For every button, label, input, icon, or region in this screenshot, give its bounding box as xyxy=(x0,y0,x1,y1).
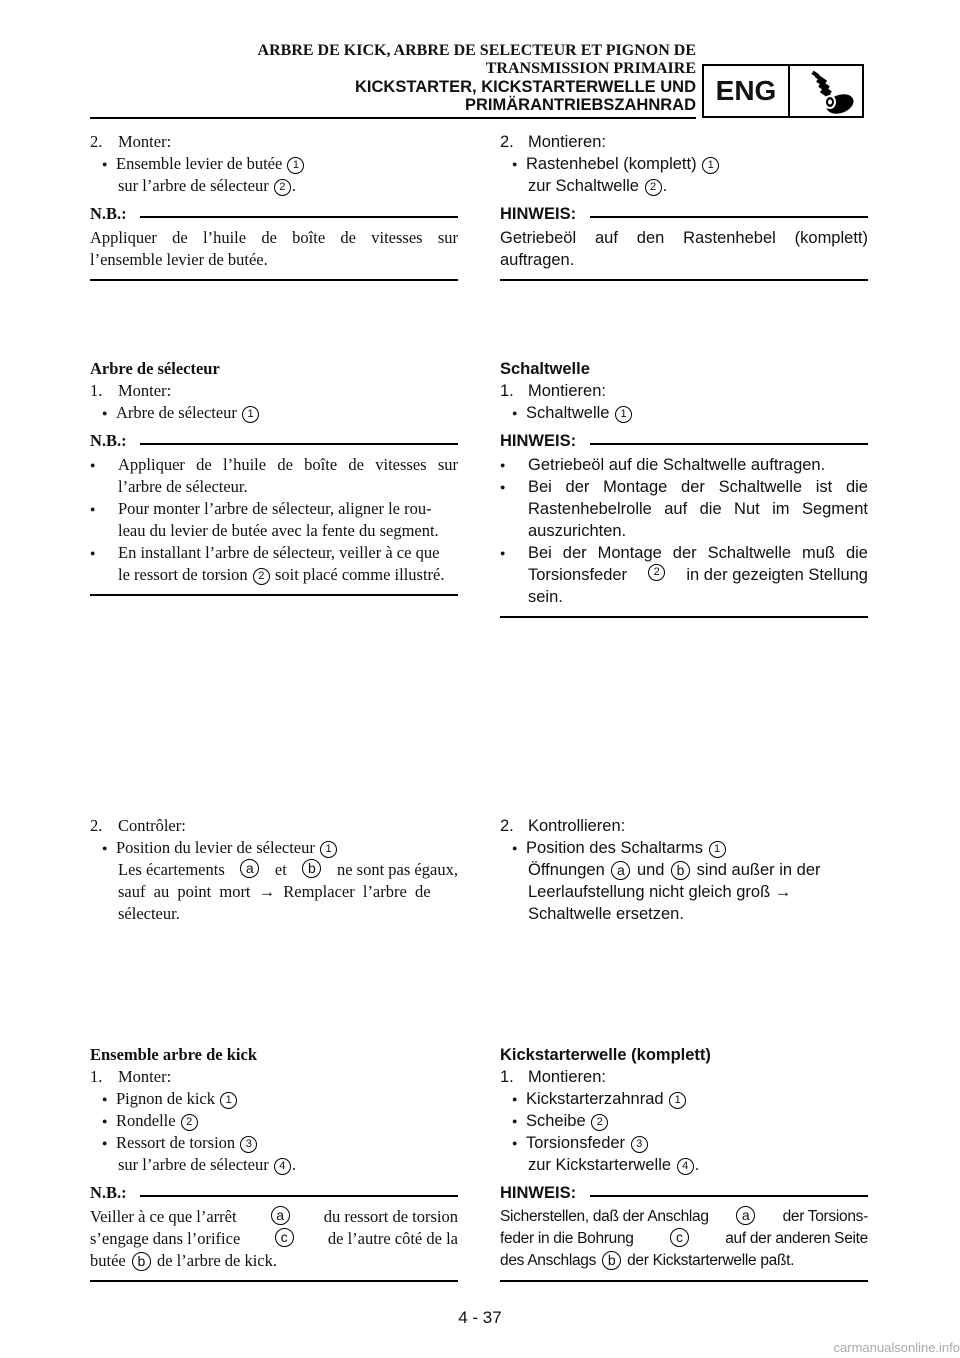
callout-4: 4 xyxy=(677,1158,694,1175)
callout-1: 1 xyxy=(287,157,304,174)
de-step-heading: 2. Montieren: xyxy=(500,133,606,151)
de-hinweis-heading: HINWEIS: xyxy=(500,1182,868,1206)
header-title-de-line1: KICKSTARTER, KICKSTARTERWELLE UND xyxy=(355,78,696,96)
fr-list-detail: sur l’arbre de sélecteur 2 . xyxy=(118,176,296,195)
fr-note-end-rule xyxy=(90,1280,458,1282)
callout-b: b xyxy=(132,1252,151,1271)
fr-section-stopper-lever xyxy=(90,131,458,281)
fr-section-kick-shaft xyxy=(90,1044,458,1282)
callout-c: c xyxy=(670,1228,689,1247)
callout-a: a xyxy=(611,861,630,880)
de-hinweis-heading: HINWEIS: xyxy=(500,203,868,227)
callout-1: 1 xyxy=(615,406,632,423)
callout-b: b xyxy=(602,1251,621,1270)
fr-nb-heading: N.B.: xyxy=(90,430,458,454)
de-list-item: ● Schaltwelle 1 xyxy=(500,402,868,424)
de-section-title: Kickstarterwelle (komplett) xyxy=(500,1046,711,1064)
fr-section-check-shift-lever xyxy=(90,815,458,925)
header-rule xyxy=(90,117,696,119)
de-list-detail: zur Schaltwelle 2 . xyxy=(528,177,668,195)
fr-note-end-rule xyxy=(90,279,458,281)
de-step-heading: 1. Montieren: xyxy=(500,1068,606,1086)
fr-section-title: Ensemble arbre de kick xyxy=(90,1045,257,1064)
section-badge-label: ENG xyxy=(704,66,790,116)
callout-2: 2 xyxy=(591,1114,608,1131)
fr-note-text: butée b de l’arbre de kick. xyxy=(90,1251,278,1270)
watermark: carmanualsonline.info xyxy=(833,1340,960,1355)
callout-c: c xyxy=(275,1228,294,1247)
fr-step-heading: 2. Contrôler: xyxy=(90,816,186,835)
callout-a: a xyxy=(271,1206,290,1225)
de-step-heading: 1. Montieren: xyxy=(500,382,606,400)
de-check-text: Schaltwelle ersetzen. xyxy=(528,905,684,923)
callout-b: b xyxy=(302,859,321,878)
de-check-text: Leerlaufstellung nicht gleich groß → xyxy=(528,883,792,901)
de-list-item: ● Kickstarterzahnrad 1 xyxy=(500,1088,868,1110)
fr-nb-heading: N.B.: xyxy=(90,203,458,227)
fr-note-text: Veiller à ce que l’arrêt a du ressort de torsion xyxy=(90,1207,458,1226)
fr-note-bullet: ● Pour monter l’arbre de sélecteur, aligner le rou- leau du levier de butée avec la fente du segment. xyxy=(90,498,458,542)
fr-list-item: ● Pignon de kick 1 xyxy=(90,1088,458,1110)
callout-a: a xyxy=(736,1206,755,1225)
section-badge xyxy=(702,64,864,118)
de-section-check-shift-arm xyxy=(500,815,868,925)
de-note-text: des Anschlags b der Kickstarterwelle paßt. xyxy=(500,1252,795,1269)
callout-1: 1 xyxy=(702,157,719,174)
de-note-text: Getriebeöl auf den Rastenhebel (komplett) xyxy=(500,229,868,247)
de-section-shift-shaft xyxy=(500,358,868,618)
header-title-fr-line2: TRANSMISSION PRIMAIRE xyxy=(485,60,696,77)
de-section-title: Schaltwelle xyxy=(500,360,590,378)
fr-list-item: ● Arbre de sélecteur 1 xyxy=(90,402,458,424)
de-list-item: ● Position des Schaltarms 1 xyxy=(500,837,868,859)
fr-note-text: l’ensemble levier de butée. xyxy=(90,250,268,269)
de-note-bullet: ● Bei der Montage der Schaltwelle ist die Rastenhebelrolle auf die Nut im Segment auszurichten. xyxy=(500,476,868,542)
callout-2: 2 xyxy=(253,568,270,585)
fr-note-text: s’engage dans l’orifice c de l’autre côté de la xyxy=(90,1229,458,1248)
fr-check-text: sauf au point mort → Remplacer l’arbre de xyxy=(118,882,431,901)
de-note-end-rule xyxy=(500,1280,868,1282)
de-list-item: ● Torsionsfeder 3 xyxy=(500,1132,868,1154)
fr-step-heading: 1. Monter: xyxy=(90,1067,172,1086)
callout-2: 2 xyxy=(645,179,662,196)
fr-check-text: Les écartements a et b ne sont pas égaux, xyxy=(118,860,458,879)
header-title-fr-line1: ARBRE DE KICK, ARBRE DE SELECTEUR ET PIGNON DE xyxy=(257,42,696,59)
fr-list-item: ● Position du levier de sélecteur 1 xyxy=(90,837,458,859)
fr-section-title: Arbre de sélecteur xyxy=(90,359,220,378)
fr-note-bullet: ● En installant l’arbre de sélecteur, veiller à ce que le ressort de torsion 2 soit placé comme illustré. xyxy=(90,542,458,586)
callout-2: 2 xyxy=(274,179,291,196)
fr-step-heading: 2. Monter: xyxy=(90,132,172,151)
callout-2: 2 xyxy=(181,1114,198,1131)
de-note-end-rule xyxy=(500,616,868,618)
de-list-detail: zur Kickstarterwelle 4 . xyxy=(528,1156,700,1174)
engine-icon xyxy=(790,66,862,116)
header-title-de-line2: PRIMÄRANTRIEBSZAHNRAD xyxy=(465,96,696,114)
de-section-kick-shaft xyxy=(500,1044,868,1282)
callout-3: 3 xyxy=(240,1136,257,1153)
de-step-heading: 2. Kontrollieren: xyxy=(500,817,626,835)
de-note-bullet: ● Bei der Montage der Schaltwelle muß die Torsionsfeder 2 in der gezeigten Stellung sein. xyxy=(500,542,868,608)
fr-note-end-rule xyxy=(90,594,458,596)
de-note-text: Sicherstellen, daß der Anschlag a der Torsions- xyxy=(500,1207,868,1225)
fr-list-item: ● Ensemble levier de butée 1 xyxy=(90,153,458,175)
page-number: 4 - 37 xyxy=(458,1308,502,1327)
fr-step-heading: 1. Monter: xyxy=(90,381,172,400)
callout-1: 1 xyxy=(320,841,337,858)
callout-b: b xyxy=(671,861,690,880)
fr-check-text: sélecteur. xyxy=(118,904,180,923)
callout-1: 1 xyxy=(709,841,726,858)
de-hinweis-heading: HINWEIS: xyxy=(500,430,868,454)
fr-list-item: ● Ressort de torsion 3 xyxy=(90,1132,458,1154)
de-note-bullet: ● Getriebeöl auf die Schaltwelle auftragen. xyxy=(500,454,868,476)
de-check-text: Öffnungen a und b sind außer in der xyxy=(528,861,821,879)
fr-list-detail: sur l’arbre de sélecteur 4 . xyxy=(118,1155,296,1174)
fr-note-bullet: ● Appliquer de l’huile de boîte de vitesses sur l’arbre de sélecteur. xyxy=(90,454,458,498)
fr-section-shift-shaft xyxy=(90,358,458,596)
callout-3: 3 xyxy=(631,1136,648,1153)
callout-1: 1 xyxy=(669,1092,686,1109)
callout-2: 2 xyxy=(648,564,665,581)
fr-note-text: Appliquer de l’huile de boîte de vitesses sur xyxy=(90,228,458,247)
callout-1: 1 xyxy=(242,406,259,423)
de-note-text: feder in die Bohrung c auf der anderen Seite xyxy=(500,1229,868,1247)
de-section-stopper-lever xyxy=(500,131,868,281)
de-list-item: ● Scheibe 2 xyxy=(500,1110,868,1132)
de-list-item: ● Rastenhebel (komplett) 1 xyxy=(500,153,868,175)
de-note-text: auftragen. xyxy=(500,251,575,269)
callout-a: a xyxy=(240,859,259,878)
callout-1: 1 xyxy=(220,1092,237,1109)
fr-nb-heading: N.B.: xyxy=(90,1182,458,1206)
fr-list-item: ● Rondelle 2 xyxy=(90,1110,458,1132)
de-note-end-rule xyxy=(500,279,868,281)
callout-4: 4 xyxy=(274,1158,291,1175)
